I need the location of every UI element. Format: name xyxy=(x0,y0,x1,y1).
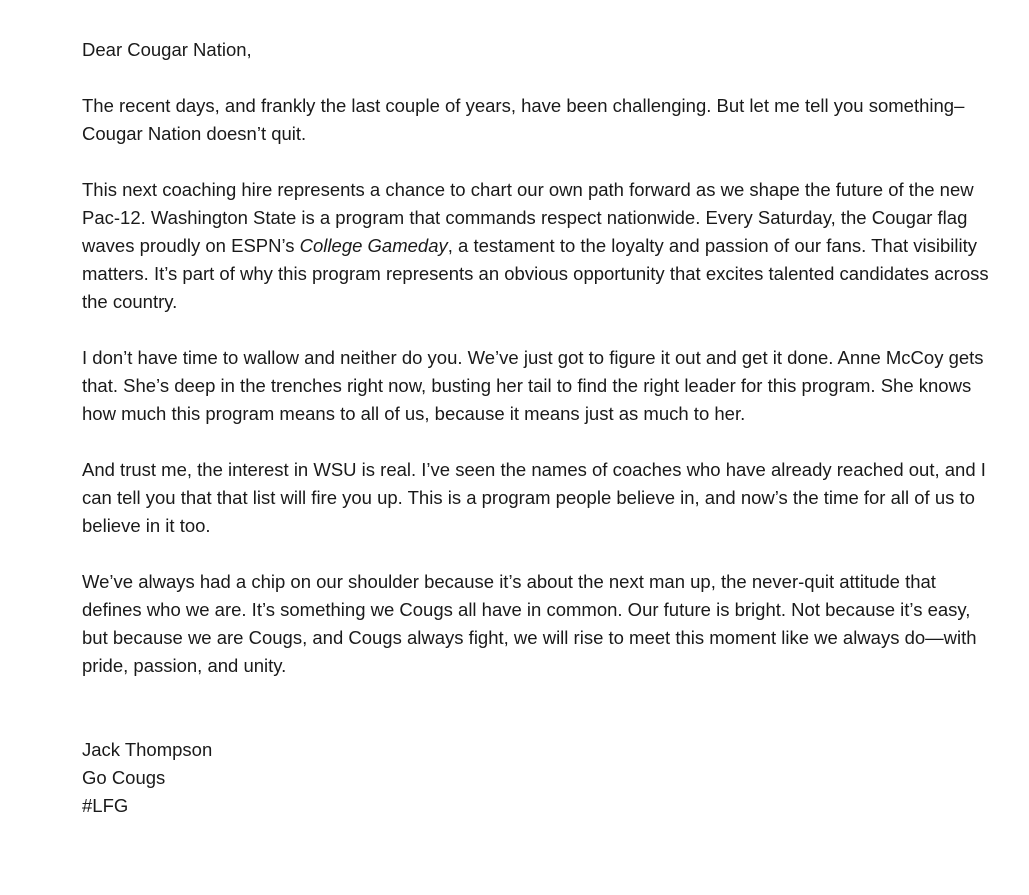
paragraph-2-text-after: , a testament to the loyalty and passion of our fans. That visibility matters. It’s part of why this program represents an obvious opportunity that excites talented candidates across the country. xyxy=(82,235,989,312)
paragraph-2-text-before: This next coaching hire represents a chance to chart our own path forward as we shape the future of the new Pac-12. Washington State is a program that commands respect nationwide. Every Saturday, the Cougar flag waves proudly on ESPN’s xyxy=(82,179,974,256)
signature-spacer xyxy=(82,708,989,736)
letter-greeting: Dear Cougar Nation, xyxy=(82,39,252,60)
signature-go-cougs: Go Cougs xyxy=(82,767,166,788)
letter-paragraph-3: I don’t have time to wallow and neither do you. We’ve just got to figure it out and get it done. Anne McCoy gets that. She’s deep in the trenches right now, busting her tail to find the right leader for this program. She knows how much this program means to all of us, because it means just as much to her. xyxy=(82,347,984,424)
letter-paragraph-1: The recent days, and frankly the last couple of years, have been challenging. But let me tell you something–Cougar Nation doesn’t quit. xyxy=(82,95,965,144)
signature-name: Jack Thompson xyxy=(82,739,213,760)
letter-paragraph-5: We’ve always had a chip on our shoulder because it’s about the next man up, the never-quit attitude that defines who we are. It’s something we Cougs all have in common. Our future is bright. Not because it’s easy, but because we are Cougs, and Cougs always fight, we will rise to meet this moment like we always do—with pride, passion, and unity. xyxy=(82,571,977,676)
college-gameday-title: College Gameday xyxy=(299,235,448,256)
signature-block xyxy=(82,736,989,820)
letter-paragraph-4: And trust me, the interest in WSU is real. I’ve seen the names of coaches who have already reached out, and I can tell you that that list will fire you up. This is a program people believe in, and now’s the time for all of us to believe in it too. xyxy=(82,459,986,536)
signature-hashtag: #LFG xyxy=(82,795,129,816)
letter-paragraph-2 xyxy=(82,176,989,316)
